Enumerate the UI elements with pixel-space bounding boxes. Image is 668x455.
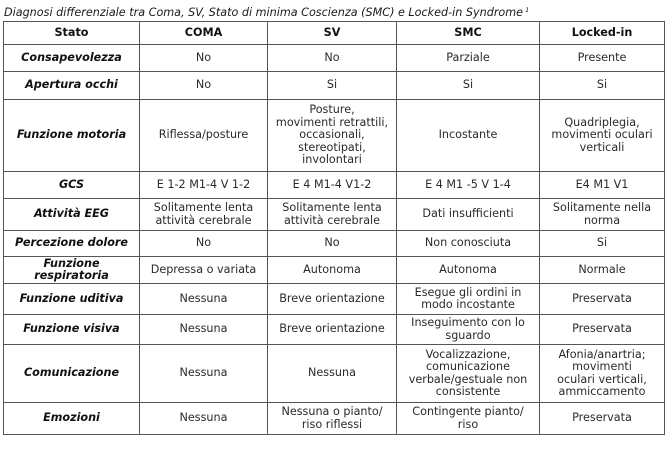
table-cell: Parziale <box>397 45 540 72</box>
table-cell: Si <box>540 72 665 100</box>
table-row <box>4 403 665 435</box>
table-cell: Autonoma <box>268 257 397 284</box>
table-cell: Si <box>540 231 665 257</box>
column-header-coma: COMA <box>140 22 268 45</box>
table-cell: No <box>140 231 268 257</box>
table-cell: Afonia/anartria; movimenti oculari verticali, ammiccamento <box>540 345 665 403</box>
table-cell: Incostante <box>397 100 540 172</box>
table-cell: Solitamente nella norma <box>540 199 665 231</box>
table-cell: Nessuna <box>140 315 268 345</box>
table-cell: Si <box>397 72 540 100</box>
table-cell: Preservata <box>540 403 665 435</box>
table-cell: Esegue gli ordini in modo incostante <box>397 284 540 315</box>
column-header-locked-in: Locked-in <box>540 22 665 45</box>
row-label: Funzione visiva <box>4 315 140 345</box>
table-cell: Contingente pianto/ riso <box>397 403 540 435</box>
column-header-stato: Stato <box>4 22 140 45</box>
table-cell: Autonoma <box>397 257 540 284</box>
row-label: GCS <box>4 172 140 199</box>
table-cell: E 4 M1-4 V1-2 <box>268 172 397 199</box>
table-cell: Solitamente lenta attività cerebrale <box>268 199 397 231</box>
table-cell: Nessuna <box>140 284 268 315</box>
row-label: Apertura occhi <box>4 72 140 100</box>
row-label: Attività EEG <box>4 199 140 231</box>
table-cell: No <box>140 45 268 72</box>
column-header-sv: SV <box>268 22 397 45</box>
table-title <box>4 2 666 18</box>
table-cell: Preservata <box>540 315 665 345</box>
table-cell: Preservata <box>540 284 665 315</box>
table-row <box>4 345 665 403</box>
table-cell: Breve orientazione <box>268 315 397 345</box>
table-cell: Nessuna <box>140 403 268 435</box>
table-row <box>4 72 665 100</box>
row-label: Funzione respiratoria <box>4 257 140 284</box>
table-row <box>4 45 665 72</box>
table-cell: E 1-2 M1-4 V 1-2 <box>140 172 268 199</box>
table-row <box>4 231 665 257</box>
row-label: Funzione motoria <box>4 100 140 172</box>
row-label: Emozioni <box>4 403 140 435</box>
row-label: Percezione dolore <box>4 231 140 257</box>
table-cell: Nessuna <box>268 345 397 403</box>
table-cell: Normale <box>540 257 665 284</box>
table-row <box>4 199 665 231</box>
table-cell: No <box>268 231 397 257</box>
table-cell: Non conosciuta <box>397 231 540 257</box>
table-cell: Depressa o variata <box>140 257 268 284</box>
table-cell: Breve orientazione <box>268 284 397 315</box>
table-row <box>4 172 665 199</box>
table-cell: Nessuna o pianto/ riso riflessi <box>268 403 397 435</box>
table-cell: Vocalizzazione, comunicazione verbale/gestuale non consistente <box>397 345 540 403</box>
footnote-marker: 1 <box>525 6 530 14</box>
table-cell: Nessuna <box>140 345 268 403</box>
table-cell: No <box>268 45 397 72</box>
header-row <box>4 22 665 45</box>
table-row <box>4 100 665 172</box>
row-label: Consapevolezza <box>4 45 140 72</box>
table-cell: Posture, movimenti retrattili, occasionali, stereotipati, involontari <box>268 100 397 172</box>
table-cell: Si <box>268 72 397 100</box>
table-cell: E 4 M1 -5 V 1-4 <box>397 172 540 199</box>
table-cell: E4 M1 V1 <box>540 172 665 199</box>
table-cell: Riflessa/posture <box>140 100 268 172</box>
title-text: Diagnosi differenziale tra Coma, SV, Stato di minima Coscienza (SMC) e Locked-in Syndrome <box>4 6 524 19</box>
table-cell: Inseguimento con lo sguardo <box>397 315 540 345</box>
table-cell: Dati insufficienti <box>397 199 540 231</box>
table-row <box>4 315 665 345</box>
table-cell: Presente <box>540 45 665 72</box>
column-header-smc: SMC <box>397 22 540 45</box>
table-cell: Quadriplegia, movimenti oculari verticali <box>540 100 665 172</box>
table-row <box>4 257 665 284</box>
row-label: Comunicazione <box>4 345 140 403</box>
row-label: Funzione uditiva <box>4 284 140 315</box>
table-row <box>4 284 665 315</box>
differential-diagnosis-table <box>3 21 665 435</box>
table-cell: No <box>140 72 268 100</box>
table-cell: Solitamente lenta attività cerebrale <box>140 199 268 231</box>
